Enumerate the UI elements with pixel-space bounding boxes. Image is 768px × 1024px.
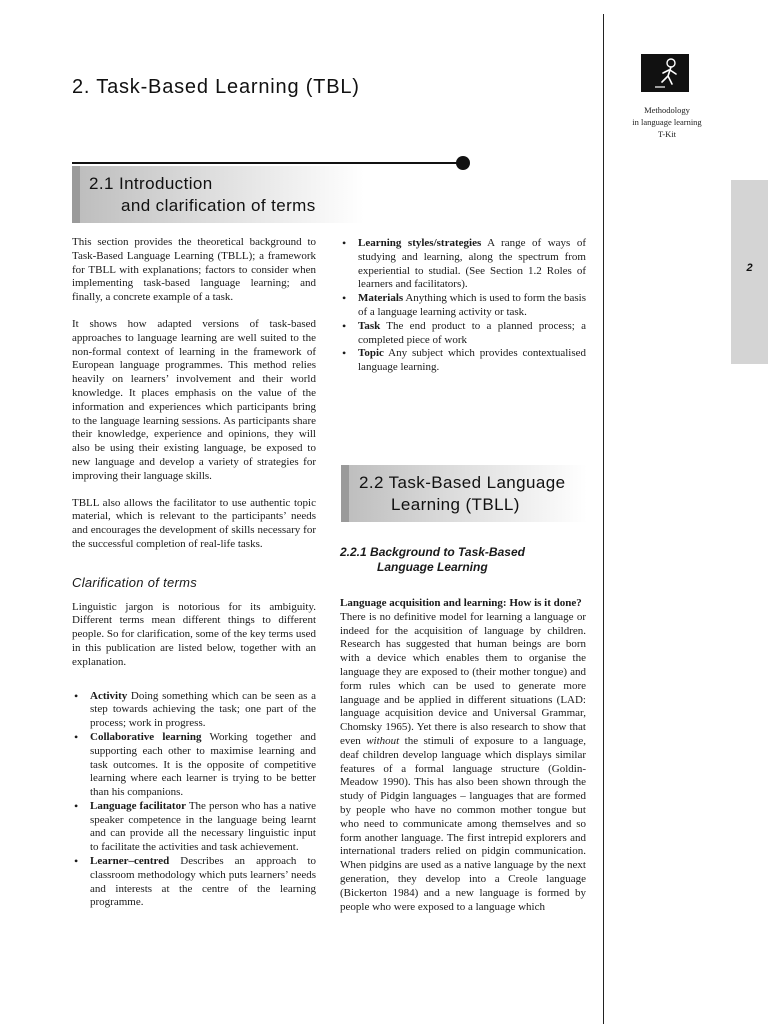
term-label: Language facilitator bbox=[90, 799, 186, 812]
clarification-heading: Clarification of terms bbox=[72, 574, 198, 590]
tkit-caption bbox=[612, 104, 722, 140]
term-label: Learning styles/strategies bbox=[358, 237, 482, 249]
list-item bbox=[72, 800, 316, 855]
list-item bbox=[72, 690, 316, 731]
list-item bbox=[340, 347, 586, 375]
list-item bbox=[72, 731, 316, 800]
list-item bbox=[340, 292, 586, 320]
margin-divider bbox=[603, 14, 604, 1024]
chapter-number: 2 bbox=[746, 262, 753, 274]
term-definition: Anything which is used to form the basis of a language learning activity or task. bbox=[358, 292, 586, 318]
list-item bbox=[72, 855, 316, 910]
term-definition: Doing something which can be seen as a step towards achieving the task; one part of the process; work in progress. bbox=[90, 689, 316, 730]
title-rule bbox=[72, 162, 460, 164]
tkit-line-3: T-Kit bbox=[657, 129, 677, 139]
acquisition-heading: Language acquisition and learning: How is it done? bbox=[340, 597, 582, 609]
section-2-2-line-1: 2.2 Task-Based Language bbox=[359, 473, 566, 492]
term-definition: Describes an approach to classroom methodology which puts learners’ needs and interests at the centre of the learning programme. bbox=[90, 855, 316, 909]
term-label: Learner–centred bbox=[90, 855, 170, 868]
section-2-2-line-2: Learning (TBLL) bbox=[391, 495, 520, 514]
term-definition: The end product to a planned process; a completed piece of work bbox=[358, 319, 586, 346]
list-item bbox=[340, 237, 586, 292]
authentic-paragraph: TBLL also allows the facilitator to use authentic topic material, which is relevant to the participants’ needs and encourages the development of skills necessary for the successful completion of real-life tasks. bbox=[72, 496, 316, 550]
jargon-paragraph: Linguistic jargon is notorious for its ambiguity. Different terms mean different things to different people. So for clarification, some of the key terms used in this publication are listed below, together with an explanation. bbox=[72, 600, 316, 668]
tkit-line-2: in language learning bbox=[632, 117, 702, 127]
heading-bar bbox=[341, 465, 349, 522]
term-definition: Working together and supporting each other to maximise learning and task outcomes. It is the opposite of competitive learning where each learner is trying to be better than his companions. bbox=[90, 730, 316, 799]
terms-list-right bbox=[340, 237, 586, 375]
method-paragraph: It shows how adapted versions of task-based approaches to language learning are well suited to the non-formal context of learning in the framework of European language programmes. This method relies heavily on learners’ involvement and their world knowledge. It places emphasis on the value of the information and experiences which participants bring to the language learning sessions. As participants share their knowledge, experience and opinions, they will also be using their existing language, be exposed to new language and develop a variety of strategies for improving their language skills. bbox=[72, 317, 316, 482]
subsection-2-2-1-line-1: 2.2.1 Background to Task-Based bbox=[340, 545, 525, 559]
acquisition-text-b: the stimuli of exposure to a language, deaf children develop language which displays similar features of a formal language structure (Goldin-Meadow 1990). This has also been shown through the study of Pidgin languages – languages that are formed by people who have no common mother tongue but who need to communicate among themselves and so form another language. The first intrepid explorers and international traders relied on pidgin communication. When pidgins are used as a native language by the next generation, they develop into a Creole language (Bickerton 1984) and a new language is formed by people who were exposed to a language which bbox=[340, 734, 587, 913]
page-title: 2. Task-Based Learning (TBL) bbox=[72, 76, 360, 98]
term-label: Materials bbox=[358, 292, 404, 305]
acquisition-text-a: There is no definitive model for learning a language or indeed for the acquisition of language by children. Research has suggested that human beings are born with a device which enables them to organise the language they are exposed to (their mother tongue) and form rules which can be used to generate more language and be applied in different situations (LAD: language acquisition device and Universal Grammar, Chomsky 1965). Yet there is also research to show that even bbox=[340, 610, 586, 747]
subsection-2-2-1-line-2: Language Learning bbox=[377, 560, 488, 574]
section-heading-2-2 bbox=[341, 465, 587, 522]
term-label: Collaborative learning bbox=[90, 730, 202, 743]
right-column-terms bbox=[340, 237, 586, 375]
section-2-1-line-1: 2.1 Introduction bbox=[89, 174, 213, 193]
acquisition-paragraph bbox=[340, 611, 586, 915]
tkit-logo-icon bbox=[641, 54, 689, 92]
tkit-line-1: Methodology bbox=[644, 105, 690, 115]
left-column bbox=[72, 236, 316, 910]
section-heading-2-1 bbox=[72, 166, 364, 223]
term-label: Topic bbox=[358, 347, 384, 360]
terms-list-left bbox=[72, 690, 316, 911]
section-2-1-line-2: and clarification of terms bbox=[121, 196, 316, 215]
acquisition-text-emphasis: without bbox=[366, 734, 400, 747]
heading-bar bbox=[72, 166, 80, 223]
term-definition: The person who has a native speaker competence in the language being learnt and can provide all the necessary linguistic input to facilitate the activities and task achievement. bbox=[90, 799, 316, 854]
term-label: Task bbox=[358, 319, 381, 332]
rule-end-dot bbox=[456, 156, 470, 170]
intro-paragraph: This section provides the theoretical background to Task-Based Language Learning (TBLL); a framework for TBLL with explanations; factors to consider when implementing task-based language learning; and finally, a concrete example of a task. bbox=[72, 236, 316, 304]
list-item bbox=[340, 320, 586, 348]
right-column-body bbox=[340, 545, 586, 914]
chapter-tab bbox=[731, 180, 768, 364]
term-definition: Any subject which provides contextualised language learning. bbox=[358, 347, 586, 374]
term-definition: A range of ways of studying and learning, along the spectrum from experiential to studial. (See Section 1.2 Roles of learners and facilitators). bbox=[358, 237, 587, 291]
term-label: Activity bbox=[90, 689, 128, 702]
